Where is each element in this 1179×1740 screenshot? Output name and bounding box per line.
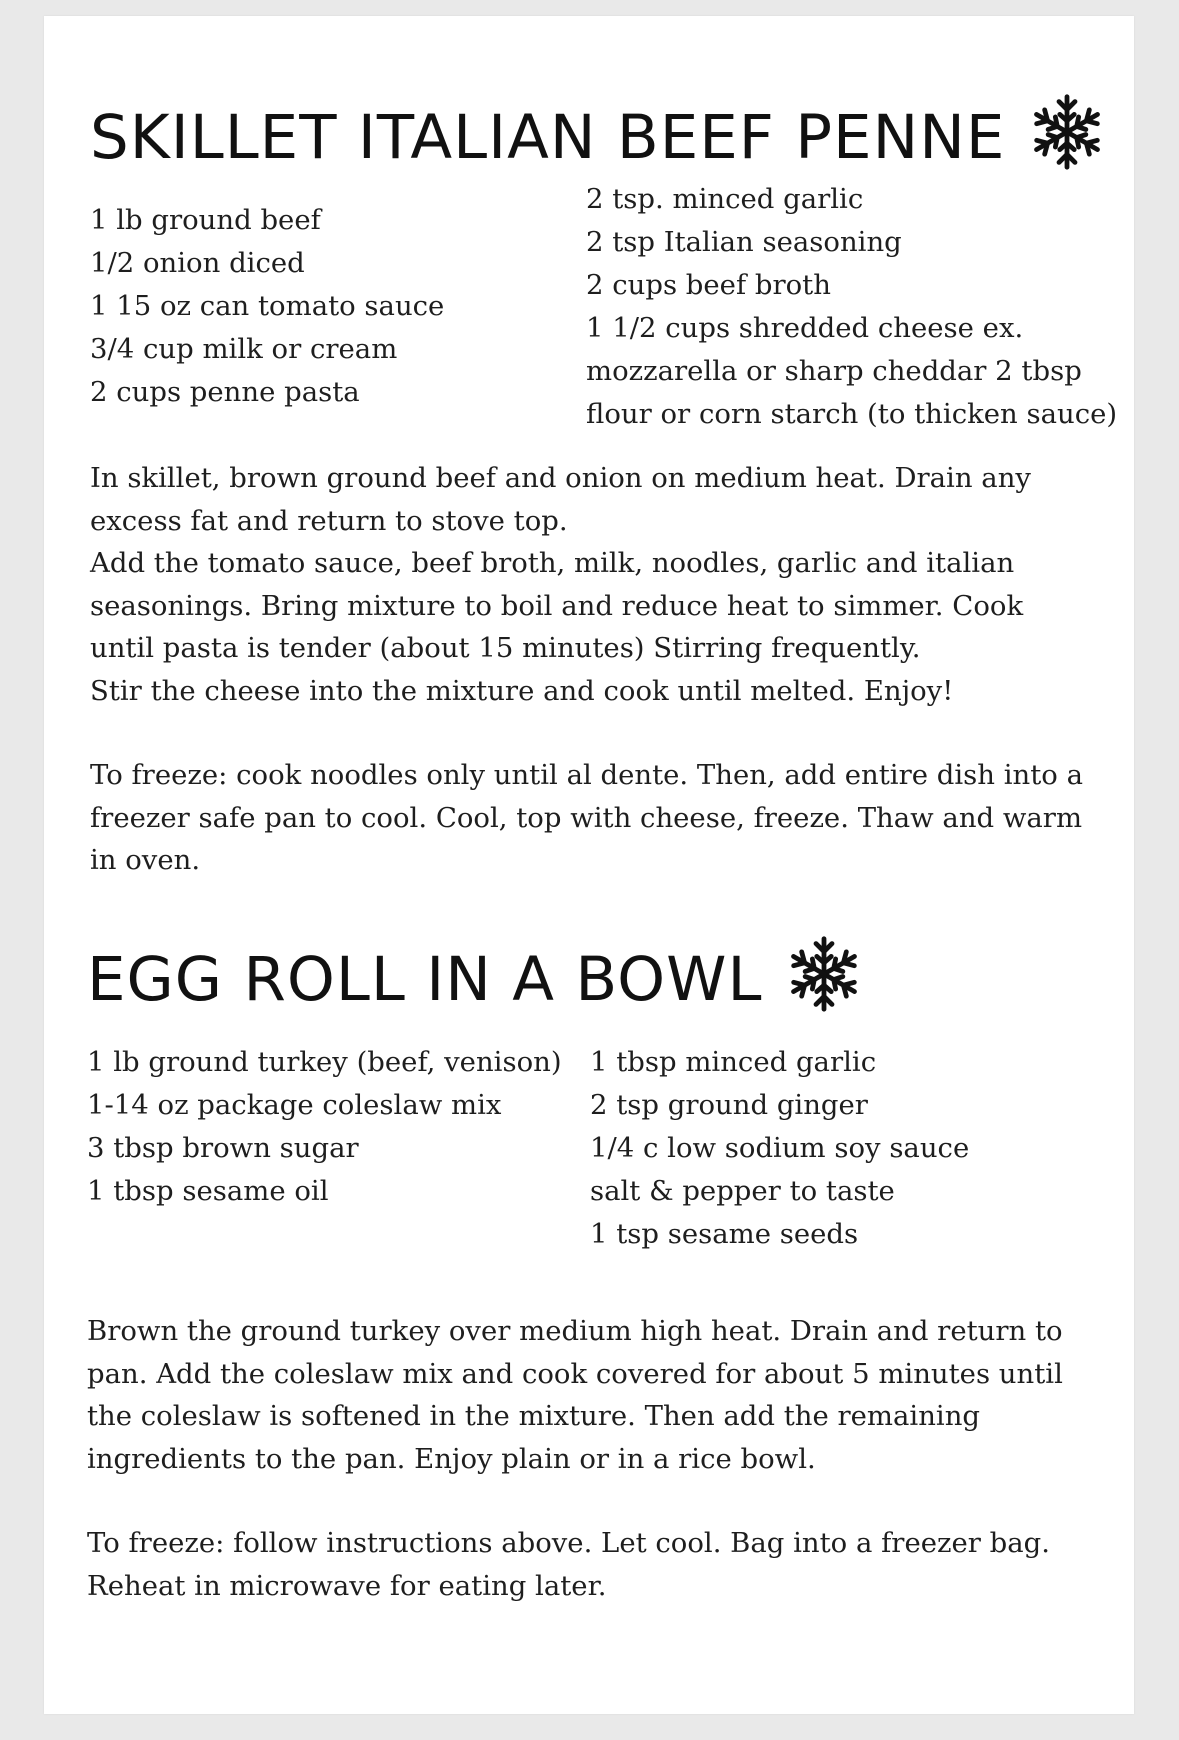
ingredient-item: 1 1/2 cups shredded cheese ex. bbox=[586, 312, 1024, 344]
direction-step: In skillet, brown ground beef and onion on medium heat. Drain any excess fat and return to stove top. bbox=[90, 462, 1031, 537]
ingredient-item: 3/4 cup milk or cream bbox=[90, 333, 398, 365]
freeze-text: To freeze: cook noodles only until al dente. Then, add entire dish into a freezer safe pan to cool. Cool, top with cheese, freeze. Thaw and warm in oven. bbox=[90, 759, 1083, 876]
ingredient-item: 1 lb ground beef bbox=[90, 204, 321, 236]
snowflake-icon bbox=[784, 934, 864, 1024]
ingredient-item: mozzarella or sharp cheddar 2 tbsp bbox=[586, 355, 1082, 387]
recipe-card bbox=[44, 16, 1134, 1714]
directions bbox=[90, 457, 1090, 712]
ingredient-item: salt & pepper to taste bbox=[590, 1175, 895, 1207]
ingredient-item: 1 tbsp minced garlic bbox=[590, 1046, 877, 1078]
ingredient-item: 1/2 onion diced bbox=[90, 247, 305, 279]
ingredient-item: 1 15 oz can tomato sauce bbox=[90, 290, 445, 322]
direction-step: Brown the ground turkey over medium high heat. Drain and return to pan. Add the coleslaw mix and cook covered for about 5 minutes until the coleslaw is softened in the mixture. Then add the remaining ingredients to the pan. Enjoy plain or in a rice bowl. bbox=[87, 1315, 1063, 1475]
ingredient-item: 3 tbsp brown sugar bbox=[87, 1132, 359, 1164]
ingredient-item: 1/4 c low sodium soy sauce bbox=[590, 1132, 970, 1164]
freeze-text: To freeze: follow instructions above. Let cool. Bag into a freezer bag. Reheat in microwave for eating later. bbox=[87, 1527, 1050, 1602]
directions bbox=[87, 1310, 1087, 1480]
ingredient-item: 2 tsp. minced garlic bbox=[586, 183, 864, 215]
ingredients-right bbox=[586, 178, 1117, 436]
ingredient-item: 1 tsp sesame seeds bbox=[590, 1218, 859, 1250]
ingredients-left bbox=[87, 1041, 562, 1213]
direction-step: Stir the cheese into the mixture and cook until melted. Enjoy! bbox=[90, 674, 954, 707]
ingredient-item: 2 tsp Italian seasoning bbox=[586, 226, 902, 258]
freeze-instructions bbox=[90, 754, 1090, 882]
recipe-title-text: SKILLET ITALIAN BEEF PENNE bbox=[90, 101, 1006, 173]
snowflake-icon bbox=[1027, 92, 1107, 182]
ingredients-right bbox=[590, 1041, 969, 1256]
ingredient-item: 2 cups penne pasta bbox=[90, 376, 360, 408]
ingredient-item: 1 tbsp sesame oil bbox=[87, 1175, 329, 1207]
recipe-title-text: EGG ROLL IN A BOWL bbox=[87, 943, 763, 1015]
ingredient-item: 2 tsp ground ginger bbox=[590, 1089, 868, 1121]
recipe-title-skillet-penne bbox=[90, 92, 1107, 182]
ingredients-left bbox=[90, 199, 444, 414]
ingredient-item: 1 lb ground turkey (beef, venison) bbox=[87, 1046, 562, 1078]
ingredient-item: flour or corn starch (to thicken sauce) bbox=[586, 398, 1118, 430]
recipe-title-egg-roll bbox=[87, 934, 864, 1024]
ingredient-item: 1-14 oz package coleslaw mix bbox=[87, 1089, 502, 1121]
ingredient-item: 2 cups beef broth bbox=[586, 269, 831, 301]
freeze-instructions bbox=[87, 1522, 1087, 1607]
direction-step: Add the tomato sauce, beef broth, milk, noodles, garlic and italian seasonings. Bring mixture to boil and reduce heat to simmer. Cook until pasta is tender (about 15 minutes) Stirring frequently. bbox=[90, 547, 1024, 664]
